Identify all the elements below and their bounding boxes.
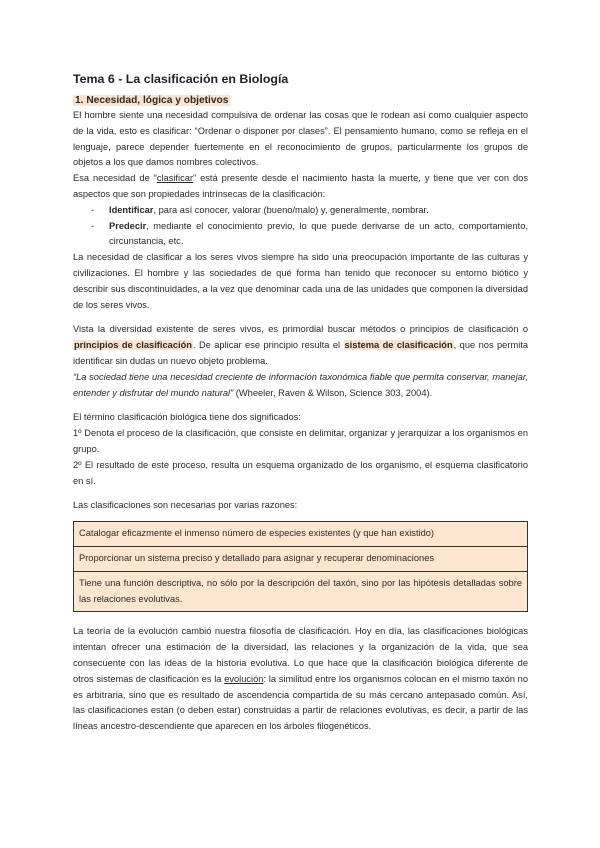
paragraph-meaning-2: 2º El resultado de este proceso, resulta un esquema organizado de los organismo, el esquema clasificatorio en sí. — [73, 459, 528, 486]
underlined-term: clasificar — [156, 173, 193, 184]
reason-box: Tiene una función descriptiva, no sólo por la descripción del taxón, sino por las hipótesis detalladas sobre las relaciones evolutivas. — [73, 572, 528, 613]
reasons-table — [73, 521, 528, 612]
underlined-evolution: evolución — [224, 673, 264, 684]
paragraph-evolution: La teoría de la evolución cambió nuestra filosofía de clasificación. Hoy en día, las clasificaciones biológicas intentan ofrecer una estimación de la diversidad, las relaciones y la organización de la vida, que sea consecuente con las ideas de la historia evolutiva. Lo que hace que la clasificación biológica diferente de otros sistemas de clasificación es la evolución: la similitud entre los organismos colocan en el mismo taxón no es arbitraria, sino que es resultado de ascendencia compartida de su más cercano antepasado común. Así, las clasificaciones están (o deben estar) construidas a partir de relaciones evolutivas, es decir, a partir de las líneas ancestro-descendiente que aparecen en los árboles filogenéticos. — [73, 626, 528, 732]
highlight-principles: principios de clasificación — [74, 340, 192, 351]
highlight-system: sistema de clasificación — [344, 340, 453, 351]
paragraph-cultures: La necesidad de clasificar a los seres vivos siempre ha sido una preocupación importante de las culturas y civilizaciones. El hombre y las sociedades de qué forma han tenido que reconocer su entorno biótico y describir sus discontinuidades, a la vez que denominar cada una de las unidades que componen la diversidad de los seres vivos. — [73, 252, 528, 310]
reason-box: Catalogar eficazmente el inmenso número de especies existentes (y que han existido) — [73, 521, 528, 547]
paragraph-reasons: Las clasificaciones son necesarias por varias razones: — [73, 500, 298, 511]
document-title: Tema 6 - La clasificación en Biología — [73, 72, 289, 86]
list-item: - Predecir, mediante el conocimiento previo, lo que puede derivarse de un acto, comportamiento, circunstancia, etc. — [91, 219, 528, 251]
paragraph-meaning-1: 1º Denota el proceso de la clasificación, que consiste en delimitar, organizar y jerarquizar a los organismos en grupo. — [73, 428, 528, 454]
paragraph-principles: Vista la diversidad existente de seres vivos, es primordial buscar métodos o principios de clasificación o principios de clasificación. De aplicar ese principio resulta el sistema de clasificación, que nos permita identificar sin dudas un nuevo objeto problema. — [73, 324, 529, 366]
bullet-list — [73, 203, 528, 250]
reason-box: Proporcionar un sistema preciso y detallado para asignar y recuperar denominaciones — [73, 547, 528, 572]
section-heading: 1. Necesidad, lógica y objetivos — [75, 95, 229, 106]
quote: “La sociedad tiene una necesidad creciente de información taxonómica fiable que permita conservar, manejar, entender y disfrutar del mundo natural” (Wheeler, Raven & Wilson, Science 303, 2004). — [73, 371, 528, 398]
paragraph-meanings: El término clasificación biológica tiene dos significados: — [73, 412, 301, 423]
paragraph-intro: El hombre siente una necesidad compulsiva de ordenar las cosas que le rodean así como cualquier aspecto de la vida, esto es clasificar: “Ordenar o disponer por clases”. El pensamiento humano, como se refleja en el lenguaje, parece depender fuertemente en el reconocimiento de grupos, particularmente los grupos de objetos a los que damos nombres colectivos. — [73, 110, 528, 168]
paragraph-need: Esa necesidad de “clasificar” está presente desde el nacimiento hasta la muerte, y tiene que ver con dos aspectos que son propiedades intrínsecas de la clasificación: — [73, 173, 528, 199]
list-item: - Identificar, para así conocer, valorar (bueno/malo) y, generalmente, nombrar. — [91, 203, 528, 219]
